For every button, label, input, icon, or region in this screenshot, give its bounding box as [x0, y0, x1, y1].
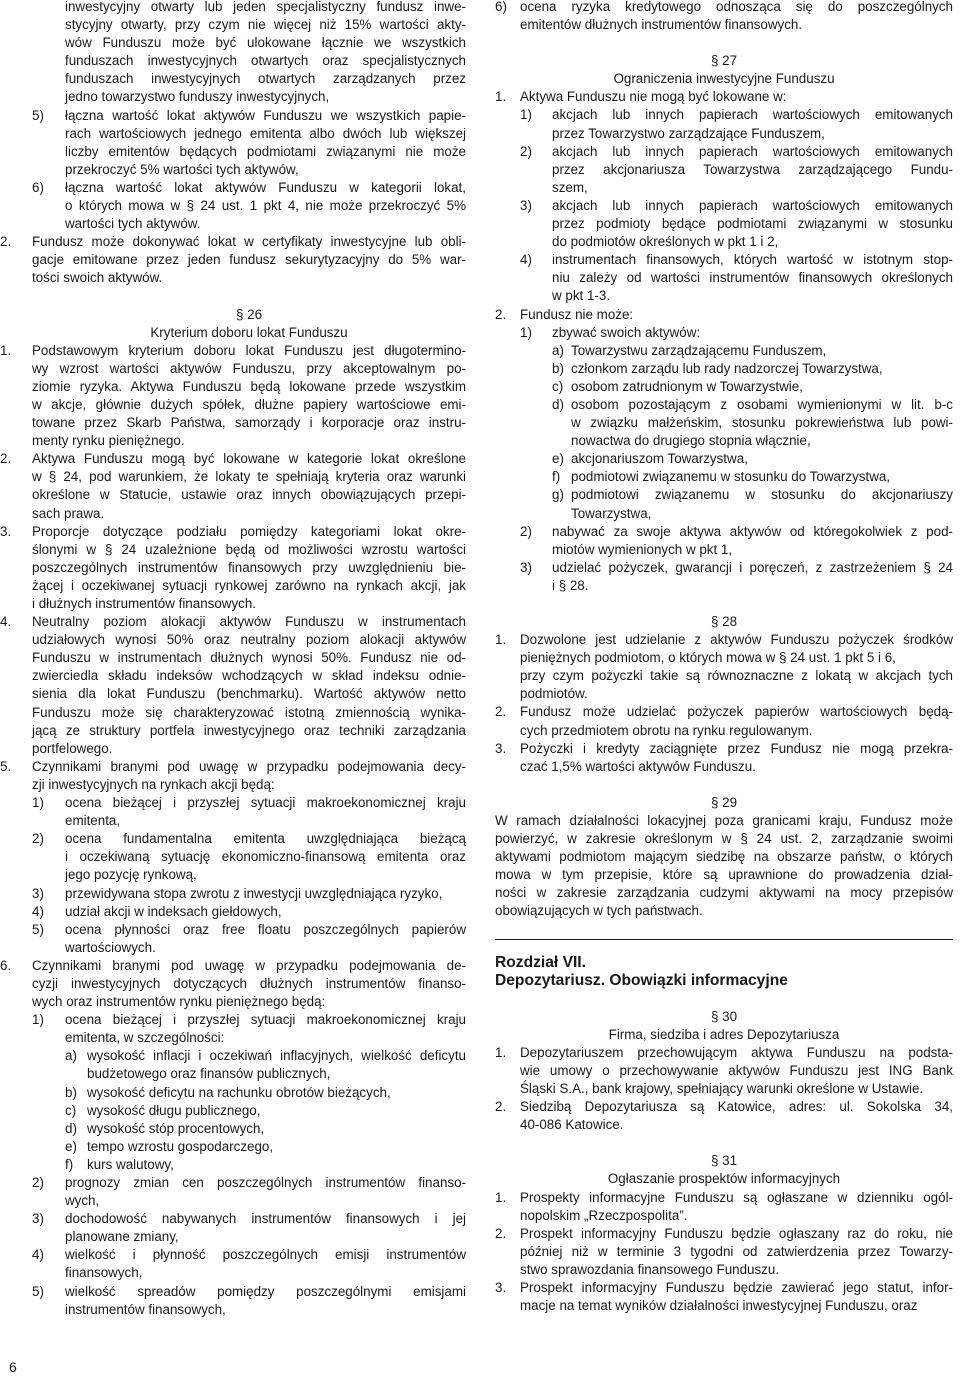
- list-item: [65, 1047, 466, 1065]
- list-item-text: Depozytariuszem przechowującym aktywa Funduszu na podsta-: [520, 1044, 953, 1060]
- list-item: [552, 360, 953, 378]
- text-line: w pkt 1-3.: [552, 288, 611, 304]
- list-item: [495, 631, 953, 649]
- list-marker: c): [65, 1102, 77, 1118]
- text-line: Funduszu może się charakteryzować istotną zmiennością wynika-: [32, 704, 466, 720]
- list-marker: b): [552, 360, 564, 376]
- text-line: rach wartościowych jednego emitenta albo dwóch lub większej: [65, 125, 466, 141]
- list-item-text: łączna wartość lokat aktywów Funduszu we wszystkich papie-: [65, 107, 466, 123]
- list-item: [552, 342, 953, 360]
- text-line: Funduszu w instrumentach dłużnych wynosi 50%. Fundusz nie od-: [32, 650, 466, 666]
- text-line: finansowych,: [65, 1265, 143, 1281]
- list-marker: 5.: [0, 758, 12, 774]
- spacer: [495, 595, 953, 613]
- list-item-text: Czynnikami branymi pod uwagę w przypadku podejmowania de-: [32, 957, 466, 973]
- list-marker: 3): [32, 1211, 44, 1227]
- list-item-text: wielkość spreadów pomiędzy poszczególnymi emisjami: [65, 1283, 466, 1299]
- text-line: emitenta,: [65, 813, 121, 829]
- list-marker: 2): [32, 831, 44, 847]
- section-number: § 26: [235, 306, 263, 322]
- list-item: [0, 450, 466, 468]
- list-marker: 6.: [0, 957, 12, 973]
- list-marker: 4.: [0, 614, 12, 630]
- text-line: w § 24, pod warunkiem, że lokaty te spełniają kryteria oraz warunki: [32, 469, 466, 485]
- list-item: [495, 1098, 953, 1116]
- list-item: [552, 396, 953, 414]
- text-line: niu zależy od wartości instrumentów finansowych określonych: [552, 270, 953, 286]
- list-item-text: Czynnikami branymi pod uwagę w przypadku podejmowania decy-: [32, 758, 466, 774]
- text-line: menty rynku pieniężnego.: [32, 433, 185, 449]
- list-item: [552, 450, 953, 468]
- list-item: [32, 794, 466, 812]
- list-item-text: ocena fundamentalna emitenta uwzględniająca bieżącą: [65, 831, 466, 847]
- text-line: w akcje, głównie dużych spółek, dłużne papiery wartościowe emi-: [32, 396, 466, 412]
- text-line: mowa w tym przepisie, które są uprawnione do prowadzenia dział-: [495, 867, 953, 883]
- list-marker: 2.: [495, 306, 507, 322]
- text-line: przez Towarzystwo zarządzające Funduszem,: [552, 125, 825, 141]
- list-item: [65, 1138, 466, 1156]
- list-marker: 1): [520, 324, 532, 340]
- text-line: i § 28.: [552, 577, 589, 593]
- text-line: sach prawa.: [32, 505, 105, 521]
- section-number: § 27: [710, 53, 738, 69]
- text-line: zwierciedla składu indeksów wchodzących w skład indeksu odnie-: [32, 668, 466, 684]
- text-line: przez akcjonariusza Towarzystwa zarządzającego Fundu-: [552, 161, 953, 177]
- list-marker: 3): [520, 559, 532, 575]
- list-item: [32, 1283, 466, 1301]
- list-item: [65, 1120, 466, 1138]
- list-item-text: Aktywa Funduszu mogą być lokowane w kategorie lokat określone: [32, 451, 466, 467]
- list-item: [0, 613, 466, 631]
- list-item-text: Dozwolone jest udzielanie z aktywów Funduszu pożyczek środków: [520, 632, 953, 648]
- list-item: [32, 179, 466, 197]
- text-line: i dłużnych instrumentów finansowych.: [32, 596, 257, 611]
- list-marker: 4): [32, 903, 44, 919]
- list-marker: d): [65, 1120, 77, 1136]
- list-item-text: osobom pozostającym z osobami wymienionymi w lit. b-c: [571, 396, 953, 412]
- list-item: [520, 143, 953, 161]
- list-marker: 2): [32, 1175, 44, 1190]
- list-item-text: ocena płynności oraz free floatu poszczególnych papierów: [65, 921, 466, 937]
- list-marker: f): [552, 469, 561, 485]
- list-marker: 1): [32, 795, 44, 811]
- list-marker: 3): [520, 197, 532, 213]
- text-line: ziomie ryzyka. Aktywa Funduszu będą lokowane przede wszystkim: [32, 378, 466, 394]
- list-marker: 1.: [495, 1189, 507, 1205]
- text-line: wie umowy o przechowywanie aktywów Funduszu jest ING Bank: [520, 1062, 953, 1078]
- list-item: [520, 106, 953, 124]
- list-marker: 4): [520, 252, 532, 268]
- list-item-text: Proporcje dotyczące podziału pomiędzy kategoriami lokat okre-: [32, 523, 466, 539]
- list-item: [552, 468, 953, 486]
- list-item: [0, 523, 466, 541]
- list-item-text: ocena ryzyka kredytowego odnosząca się do poszczególnych: [520, 0, 953, 14]
- list-item-text: wysokość deficytu na rachunku obrotów bieżących,: [87, 1084, 391, 1100]
- text-line: poszczególnych instrumentów finansowych przy uwzględnieniu bie-: [32, 559, 466, 575]
- list-item: [495, 1044, 953, 1062]
- list-marker: 5): [32, 107, 44, 123]
- list-marker: 1): [32, 1012, 44, 1028]
- list-item-text: Towarzystwu zarządzającemu Funduszem,: [571, 342, 827, 358]
- text-line: stwo sprawozdania finansowego Funduszu.: [520, 1261, 780, 1277]
- text-line: zji inwestycyjnych na rynkach akcji będą:: [32, 776, 275, 792]
- list-marker: 4): [32, 1247, 44, 1263]
- list-item: [32, 1174, 466, 1192]
- list-marker: 2.: [0, 234, 12, 250]
- list-item-text: wysokość długu publicznego,: [87, 1102, 261, 1118]
- list-marker: 1.: [495, 89, 507, 105]
- text-line: instrumentów finansowych,: [65, 1301, 226, 1317]
- text-line: gacje emitowane przez jeden fundusz sekurytyzacyjny do 5% war-: [32, 252, 466, 268]
- text-line: aktywami podmiotom mającym siedzibę na obszarze państw, o których: [495, 849, 953, 865]
- list-item-text: Fundusz może dokonywać lokat w certyfikaty inwestycyjne lub obli-: [32, 234, 466, 250]
- spacer: [495, 34, 953, 52]
- list-item-text: kurs walutowy,: [87, 1156, 174, 1172]
- text-line: wych oraz instrumentów rynku pieniężnego będą:: [32, 994, 326, 1010]
- list-item-text: ocena bieżącej i przyszłej sytuacji makroekonomicznej kraju: [65, 795, 466, 811]
- list-item: [32, 1246, 466, 1264]
- list-item-text: zbywać swoich aktywów:: [552, 324, 701, 340]
- list-item: [495, 306, 953, 324]
- list-item-text: wysokość stóp procentowych,: [87, 1120, 265, 1136]
- list-marker: 6): [495, 0, 507, 14]
- text-line: przez podmioty będące podmiotami związanymi w stosunku: [552, 216, 953, 232]
- list-marker: c): [552, 378, 564, 394]
- list-item: [495, 1225, 953, 1243]
- text-line: funduszach inwestycyjnych otwartych zarządzanych przez: [65, 71, 466, 87]
- list-item-text: Prospekt informacyjny Funduszu będzie ogłaszany raz do roku, nie: [520, 1225, 953, 1241]
- section-number: § 30: [710, 1008, 738, 1024]
- text-line: przekroczyć 5% wartości tych aktywów,: [65, 161, 299, 177]
- left-column: [0, 0, 466, 1319]
- text-line: miotów wymienionych w pkt 1,: [552, 541, 733, 557]
- list-item-text: Podstawowym kryterium doboru lokat Funduszu jest długotermino-: [32, 342, 466, 358]
- spacer: [495, 921, 953, 939]
- list-marker: 2.: [0, 451, 12, 467]
- text-line: do podmiotów określonych w pkt 1 i 2,: [552, 234, 779, 250]
- list-item: [495, 703, 953, 721]
- text-line: portfelowego.: [32, 740, 113, 756]
- list-item-text: dochodowość nabywanych instrumentów finansowych i jej: [65, 1211, 466, 1227]
- spacer: [32, 288, 466, 306]
- text-line: wartości tych aktywów.: [65, 216, 201, 232]
- list-item: [520, 197, 953, 215]
- list-item: [32, 903, 466, 921]
- list-item-text: Aktywa Funduszu nie mogą być lokowane w:: [520, 89, 787, 105]
- list-item-text: Fundusz może udzielać pożyczek papierów wartościowych będą-: [520, 704, 953, 720]
- text-line: wy wzrost wartości aktywów Funduszu, przy akceptowalnym po-: [32, 360, 466, 376]
- spacer: [495, 990, 953, 1008]
- list-item-text: podmiotowi związanemu w stosunku do akcjonariuszy: [571, 487, 953, 503]
- list-item-text: podmiotowi związanemu w stosunku do Towarzystwa,: [571, 469, 891, 485]
- list-item: [32, 921, 466, 939]
- text-line: później niż w terminie 3 tygodni od zatwierdzenia przez Towarzy-: [520, 1243, 953, 1259]
- list-marker: 2.: [495, 1225, 507, 1241]
- list-item-text: Siedzibą Depozytariusza są Katowice, adres: ul. Sokolska 34,: [520, 1099, 953, 1115]
- list-item: [520, 523, 953, 541]
- text-line: szem,: [552, 179, 588, 195]
- list-marker: 1.: [495, 632, 507, 648]
- list-item: [520, 559, 953, 577]
- text-line: powierzyć, w zakresie określonym w § 24 ust. 2, zarządzanie swoimi: [495, 831, 953, 847]
- text-line: w związku małżeńskim, stosunku pokrewieństwa lub powi-: [571, 415, 953, 431]
- list-item: [495, 88, 953, 106]
- right-column: [495, 0, 953, 1315]
- list-item-text: udzielać pożyczek, gwarancji i poręczeń, z zastrzeżeniem § 24: [552, 559, 953, 575]
- list-item: [0, 957, 466, 975]
- list-item: [520, 251, 953, 269]
- spacer: [495, 776, 953, 794]
- spacer: [495, 940, 953, 954]
- text-line: cyzji inwestycyjnych dotyczących dłużnych instrumentów finanso-: [32, 975, 466, 991]
- chapter-heading: Depozytariusz. Obowiązki informacyjne: [495, 971, 788, 989]
- list-marker: 3.: [0, 523, 12, 539]
- list-marker: 1): [520, 107, 532, 123]
- list-item-text: wysokość inflacji i oczekiwań inflacyjnych, wielkość deficytu: [87, 1048, 466, 1064]
- list-item-text: nabywać za swoje aktywa aktywów od któregokolwiek z pod-: [552, 523, 953, 539]
- list-item-text: akcjonariuszom Towarzystwa,: [571, 451, 748, 467]
- section-number: § 31: [710, 1153, 738, 1169]
- list-item: [65, 1102, 466, 1120]
- text-line: przy czym pożyczki takie są równoznaczne z lokatą w akcjach tych: [520, 668, 953, 684]
- list-item: [0, 758, 466, 776]
- text-line: jego pozycję rynkową,: [65, 867, 197, 883]
- text-line: stycyjny otwarty, przy czym nie więcej niż 15% wartości akty-: [65, 17, 466, 33]
- text-line: wów Funduszu może być ulokowane łącznie we wszystkich: [65, 35, 466, 51]
- text-line: budżetowego oraz finansów publicznych,: [87, 1066, 331, 1082]
- list-marker: 1.: [495, 1044, 507, 1060]
- list-marker: 2.: [495, 1099, 507, 1115]
- text-line: tości swoich aktywów.: [32, 270, 163, 286]
- text-line: ślonymi w § 24 uzależnione będą od możliwości wzrostu wartości: [32, 541, 466, 557]
- list-item: [495, 1189, 953, 1207]
- list-item: [0, 342, 466, 360]
- list-marker: 2): [520, 143, 532, 159]
- text-line: towane przez Skarb Państwa, samorządy i korporacje oraz instru-: [32, 415, 466, 431]
- text-line: inwestycyjny otwarty lub jeden specjalistyczny fundusz inwe-: [65, 0, 466, 14]
- list-marker: 2.: [495, 704, 507, 720]
- section-title: Firma, siedziba i adres Depozytariusza: [608, 1026, 840, 1042]
- list-marker: a): [65, 1048, 77, 1064]
- text-line: podmiotów.: [520, 686, 588, 702]
- text-line: cych przedmiotem obrotu na rynku regulowanym.: [520, 722, 813, 738]
- text-line: planowane zmiany,: [65, 1229, 179, 1245]
- list-item-text: akcjach lub innych papierach wartościowych emitowanych: [552, 197, 953, 213]
- list-item: [0, 233, 466, 251]
- list-item: [32, 1210, 466, 1228]
- text-line: liczby emitentów będących podmiotami związanymi nie może: [65, 143, 466, 159]
- list-item: [65, 1084, 466, 1102]
- text-line: określone w Statucie, ustawie oraz innych obowiązujących przepi-: [32, 487, 466, 503]
- list-item-text: łączna wartość lokat aktywów Funduszu w kategorii lokat,: [65, 179, 466, 195]
- list-item: [32, 107, 466, 125]
- text-line: udziałowych wynosi 50% oraz neutralny poziom alokacji aktywów: [32, 632, 466, 648]
- list-item: [65, 1156, 466, 1174]
- list-item-text: instrumentach finansowych, których wartość w istotnym stop-: [552, 252, 953, 268]
- list-marker: 5): [32, 1283, 44, 1299]
- text-line: o których mowa w § 24 ust. 1 pkt 4, nie może przekroczyć 5%: [65, 198, 466, 214]
- page-number: 6: [9, 1359, 17, 1375]
- text-line: emitenta, w szczególności:: [65, 1030, 225, 1046]
- list-item-text: osobom zatrudnionym w Towarzystwie,: [571, 378, 803, 394]
- text-line: i oczekiwaną sytuację ekonomiczno-finansową emitenta oraz: [65, 849, 466, 865]
- list-item-text: Neutralny poziom alokacji aktywów Funduszu w instrumentach: [32, 614, 466, 630]
- list-item-text: akcjach lub innych papierach wartościowych emitowanych: [552, 143, 953, 159]
- list-marker: b): [65, 1084, 77, 1100]
- text-line: nowactwa do drugiego stopnia włącznie,: [571, 433, 811, 449]
- section-number: § 29: [710, 794, 738, 810]
- list-item: [552, 486, 953, 504]
- text-line: wartościowych.: [65, 939, 156, 955]
- list-item: [32, 885, 466, 903]
- text-line: obowiązujących w tych państwach.: [495, 903, 703, 919]
- list-marker: d): [552, 396, 564, 412]
- list-item: [32, 1011, 466, 1029]
- list-item: [495, 740, 953, 758]
- list-marker: 6): [32, 179, 44, 195]
- list-item-text: członkom zarządu lub rady nadzorczej Towarzystwa,: [571, 360, 883, 376]
- list-item-text: tempo wzrostu gospodarczego,: [87, 1138, 274, 1154]
- list-marker: 3.: [495, 740, 507, 756]
- list-marker: a): [552, 342, 564, 358]
- list-marker: 3): [32, 885, 44, 901]
- list-item: [552, 378, 953, 396]
- spacer: [495, 1134, 953, 1152]
- list-item-text: Pożyczki i kredyty zaciągnięte przez Fundusz nie mogą przekra-: [520, 740, 953, 756]
- text-line: pieniężnych podmiotom, o których mowa w § 24 ust. 1 pkt 5 i 6,: [520, 650, 896, 666]
- list-marker: 2): [520, 523, 532, 539]
- list-item-text: przewidywana stopa zwrotu z inwestycji uwzględniająca ryzyko,: [65, 885, 443, 901]
- list-marker: g): [552, 487, 564, 503]
- list-item-text: udział akcji w indeksach giełdowych,: [65, 903, 282, 919]
- section-title: Ograniczenia inwestycyjne Funduszu: [613, 71, 835, 87]
- section-number: § 28: [710, 614, 738, 629]
- text-line: żącej i oczekiwanej sytuacji rynkowej zarówno na rynkach akcji, jak: [32, 577, 466, 593]
- text-line: macje na temat wyników działalności inwestycyjnej Funduszu, oraz: [520, 1298, 918, 1314]
- section-title: Kryterium doboru lokat Funduszu: [150, 324, 348, 340]
- list-item-text: ocena bieżącej i przyszłej sytuacji makroekonomicznej kraju: [65, 1012, 466, 1028]
- list-item: [495, 1279, 953, 1297]
- chapter-heading: Rozdział VII.: [495, 953, 586, 971]
- list-item-text: Prospekty informacyjne Funduszu są ogłaszane w dzienniku ogól-: [520, 1189, 953, 1205]
- list-item-text: Prospekt informacyjny Funduszu będzie zawierać jego statut, infor-: [520, 1280, 953, 1295]
- text-line: emitentów dłużnych instrumentów finansowych.: [520, 17, 803, 33]
- text-line: jącą ze struktury portfela inwestycyjnego oraz techniki zarządzania: [32, 722, 466, 738]
- list-marker: 5): [32, 921, 44, 937]
- section-title: Ogłaszanie prospektów informacyjnych: [607, 1171, 841, 1187]
- list-item: [495, 0, 953, 16]
- text-line: 40-086 Katowice.: [520, 1117, 624, 1133]
- text-line: jedno towarzystwo funduszy inwestycyjnych,: [65, 89, 330, 105]
- list-item: [32, 830, 466, 848]
- list-marker: 1.: [0, 342, 12, 358]
- list-item-text: prognozy zmian cen poszczególnych instrumentów finanso-: [65, 1175, 466, 1190]
- text-line: ności w zakresie zarządzania cudzymi aktywami na mocy przepisów: [495, 885, 953, 901]
- list-marker: 3.: [495, 1280, 507, 1295]
- text-line: Towarzystwa,: [571, 505, 652, 521]
- text-line: Śląski S.A., bank krajowy, spełniający warunki określone w Ustawie.: [520, 1081, 924, 1097]
- list-item: [520, 324, 953, 342]
- text-line: W ramach działalności lokacyjnej poza granicami kraju, Fundusz może: [495, 812, 953, 828]
- text-line: sienia dla lokat Funduszu (benchmarku). Wartość aktywów netto: [32, 686, 466, 702]
- text-line: wych,: [65, 1193, 100, 1209]
- text-line: funduszach inwestycyjnych otwartych oraz specjalistycznych: [65, 53, 466, 69]
- text-line: nopolskim „Rzeczpospolita”.: [520, 1207, 688, 1223]
- list-marker: e): [552, 451, 564, 467]
- text-line: czać 1,5% wartości aktywów Funduszu.: [520, 758, 756, 774]
- list-item-text: akcjach lub innych papierach wartościowych emitowanych: [552, 107, 953, 123]
- list-marker: e): [65, 1138, 77, 1154]
- list-marker: f): [65, 1156, 74, 1172]
- list-item-text: Fundusz nie może:: [520, 306, 634, 322]
- list-item-text: wielkość i płynność poszczególnych emisji instrumentów: [65, 1247, 466, 1263]
